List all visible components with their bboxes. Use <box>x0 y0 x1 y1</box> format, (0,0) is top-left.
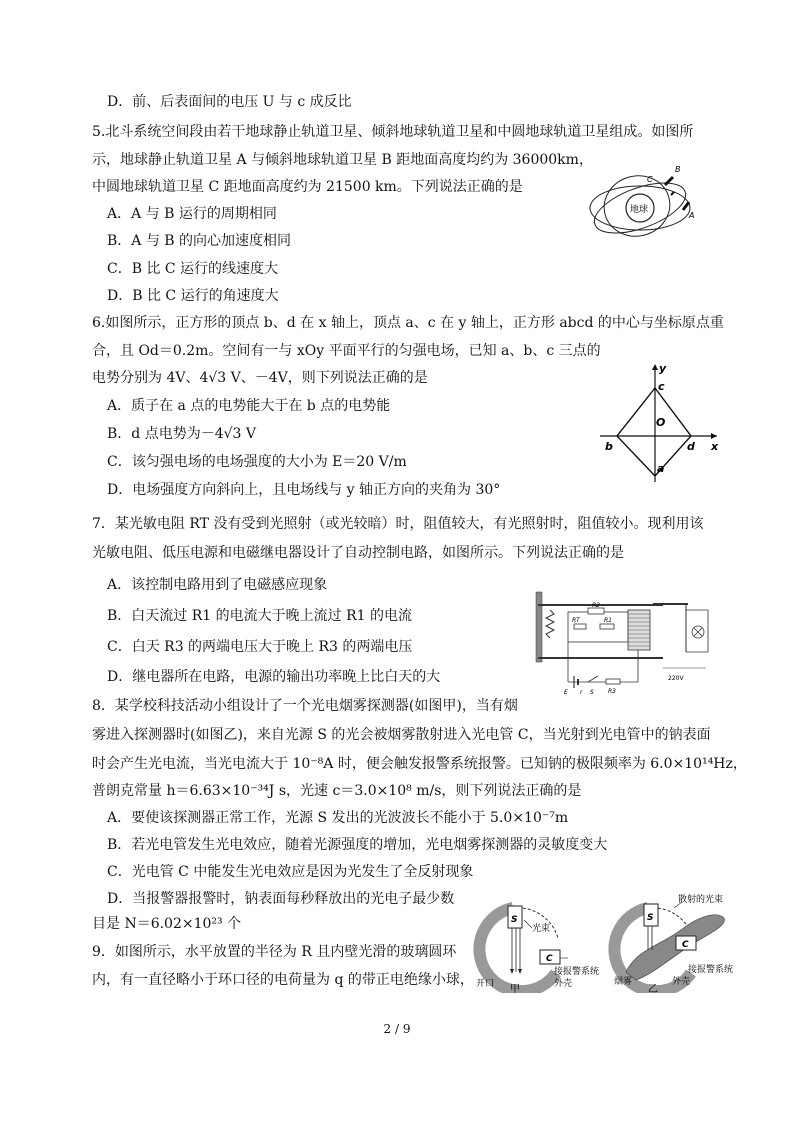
jia-alarm-label: 接报警系统 <box>554 967 600 977</box>
q6-option-b: B．d 点电势为－4√3 V <box>107 426 256 442</box>
q8-stem-line-2: 雾进入探测器时(如图乙)，来自光源 S 的光会被烟雾散射进入光电管 C，当光射到光电管中的钠表面 <box>92 727 711 743</box>
q7-stem-line-2: 光敏电阻、低压电源和电磁继电器设计了自动控制电路，如图所示。下列说法正确的是 <box>92 545 624 561</box>
q7-relay-circuit-figure <box>528 590 718 695</box>
q8-tail: 目是 N＝6.02×10²³ 个 <box>92 916 242 932</box>
q6-option-c: C．该匀强电场的电场强度的大小为 E＝20 V/m <box>107 454 407 470</box>
point-d-label: d <box>687 440 695 453</box>
q8-option-c: C．光电管 C 中能发生光电效应是因为光发生了全反射现象 <box>107 864 474 880</box>
switch-s <box>588 676 598 682</box>
q6-option-a: A．质子在 a 点的电势能大于在 b 点的电势能 <box>107 398 391 414</box>
yi-smoke-label: 烟雾 <box>614 977 633 987</box>
orbit-label-b: B <box>675 165 681 174</box>
q6-option-d: D．电场强度方向斜向上，且电场线与 y 轴正方向的夹角为 30° <box>107 482 501 498</box>
x-label: x <box>711 440 719 453</box>
q4-option-d: D．前、后表面间的电压 U 与 c 成反比 <box>107 94 352 110</box>
point-c-label: c <box>658 380 665 393</box>
point-a-label: a <box>657 462 665 475</box>
q7-option-c: C．白天 R3 的两端电压大于晚上 R3 的两端电压 <box>107 639 413 655</box>
orbit-label-a: A <box>689 211 695 220</box>
q7-option-d: D．继电器所在电路，电源的输出功率晚上比白天的大 <box>107 669 441 685</box>
q9-stem-line-2: 内，有一直径略小于环口径的电荷量为 q 的带正电绝缘小球， <box>92 972 474 988</box>
yi-scattered-label: 散射的光束 <box>678 895 724 905</box>
y-label: y <box>659 362 667 375</box>
r3-label: R3 <box>608 688 616 695</box>
q7-stem-line-1: 7．某光敏电阻 RT 没有受到光照射（或光较暗）时，阻值较大，有光照射时，阻值较小。现利用该 <box>92 516 704 532</box>
resistor-r1 <box>600 624 614 629</box>
jia-s-label: S <box>511 915 518 925</box>
voltage-label: 220V <box>668 675 684 682</box>
q7-option-a: A．该控制电路用到了电磁感应现象 <box>107 577 328 593</box>
jia-c-label: C <box>546 954 553 964</box>
q6-stem-line-1: 6.如图所示，正方形的顶点 b、d 在 x 轴上，顶点 a、c 在 y 轴上，正方形 abcd 的中心与坐标原点重 <box>92 315 724 331</box>
q8-stem-line-4: 普朗克常量 h＝6.63×10⁻³⁴J s，光速 c＝3.0×10⁸ m/s，则下列说法正确的是 <box>92 783 582 799</box>
resistor-r3 <box>606 679 620 684</box>
point-b-label: b <box>605 440 613 453</box>
q8-stem-line-1: 8．某学校科技活动小组设计了一个光电烟雾探测器(如图甲)，当有烟 <box>92 698 518 714</box>
yi-shell-label: 外壳 <box>672 977 691 987</box>
q8-figure-jia <box>468 898 608 993</box>
q5-option-d: D．B 比 C 运行的角速度大 <box>107 288 279 304</box>
point-o-label: O <box>656 416 666 429</box>
r2-label: R2 <box>592 602 600 609</box>
r-label: r <box>580 689 583 695</box>
q8-option-d: D．当报警器报警时，钠表面每秒释放出的光电子最少数 <box>107 891 455 907</box>
q5-option-a: A．A 与 B 运行的周期相同 <box>107 206 277 222</box>
q5-stem-line-1: 5.北斗系统空间段由若干地球静止轨道卫星、倾斜地球轨道卫星和中圆地球轨道卫星组成。如图所 <box>92 124 694 140</box>
q6-square-figure <box>595 360 725 490</box>
satellite-c-marker <box>671 192 674 195</box>
yi-alarm-label: 接报警系统 <box>688 965 734 975</box>
q8-option-a: A．要使该探测器正常工作，光源 S 发出的光波波长不能小于 5.0×10⁻⁷m <box>107 810 569 826</box>
q5-orbit-figure <box>585 160 705 260</box>
yi-c-label: C <box>682 940 689 950</box>
yi-caption: 乙 <box>648 984 658 993</box>
earth-label: 地球 <box>630 205 649 215</box>
resistor-rt <box>574 624 586 629</box>
q9-stem-line-1: 9．如图所示，水平放置的半径为 R 且内壁光滑的玻璃圆环 <box>92 944 457 960</box>
page-number: 2 / 9 <box>383 1022 411 1036</box>
jia-shell-label: 外壳 <box>554 979 573 989</box>
jia-caption: 甲 <box>510 984 520 993</box>
q7-option-b: B．白天流过 R1 的电流大于晚上流过 R1 的电流 <box>107 608 412 624</box>
q5-stem-line-3: 中圆地球轨道卫星 C 距地面高度约为 21500 km。下列说法正确的是 <box>92 179 523 195</box>
e-label: E <box>564 689 568 695</box>
q8-option-b: B．若光电管发生光电效应，随着光源强度的增加，光电烟雾探测器的灵敏度变大 <box>107 837 608 853</box>
s-label: S <box>590 689 594 695</box>
q6-stem-line-2: 合，且 Od＝0.2m。空间有一与 xOy 平面平行的匀强电场，已知 a、b、c 三点的 <box>92 343 601 359</box>
q6-stem-line-3: 电势分别为 4V、4√3 V、－4V，则下列说法正确的是 <box>92 370 428 386</box>
yi-s-label: S <box>647 913 654 923</box>
q8-stem-line-3: 时会产生光电流，当光电流大于 10⁻⁸A 时，便会触发报警系统报警。已知钠的极限频率为 6.0×10¹⁴Hz， <box>92 756 747 772</box>
q5-option-b: B．A 与 B 的向心加速度相同 <box>107 233 292 249</box>
square-abcd <box>617 388 691 476</box>
q5-option-c: C．B 比 C 运行的线速度大 <box>107 261 279 277</box>
q8-figure-yi <box>606 890 756 993</box>
satellite-a-marker <box>683 202 689 210</box>
orbit-label-c: C <box>647 175 653 184</box>
q5-stem-line-2: 示，地球静止轨道卫星 A 与倾斜地球轨道卫星 B 距地面高度均约为 36000km， <box>92 152 593 168</box>
r1-label: R1 <box>604 617 612 624</box>
jia-opening-label: 开口 <box>476 979 495 989</box>
rt-label: RT <box>572 617 580 624</box>
jia-beam-label: 光束 <box>532 924 551 934</box>
